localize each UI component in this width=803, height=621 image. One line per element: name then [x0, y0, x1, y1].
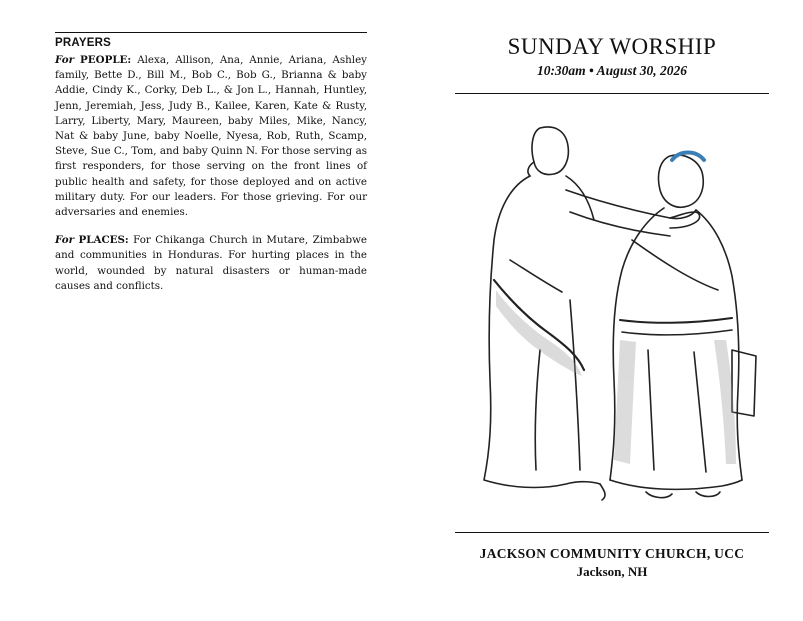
cover-subtitle: 10:30am • August 30, 2026 — [536, 63, 688, 78]
people-lead-for: For — [55, 54, 75, 66]
people-text: Alexa, Allison, Ana, Annie, Ariana, Ashley family, Bette D., Bill M., Bob C., Bob G., Brianna & baby Addie, Cindy K., Corky, Deb L., & Jon L., Hannah, Huntley, Jenn, Jeremiah, Jess, Judy B., Kailee, Karen, Kate & Rusty, Larry, Liberty, Mary, Maureen, baby Miles, Mike, Nancy, Nat & baby June, baby Noelle, Nyesa, Rob, Ruth, Scamp, Steve, Sue C., Tom, and baby Quinn N. For those serving as first responders, for those serving on the front lines of public health and safety, for those deployed and on active military duty. For our leaders. For those grieving. For our adversaries and enemies. — [55, 54, 367, 219]
footer-divider — [455, 532, 769, 533]
places-lead-for: For — [55, 234, 75, 247]
cover-header — [455, 30, 769, 94]
top-divider — [55, 32, 367, 33]
places-text: For Chikanga Church in Mutare, Zimbabwe and communities in Honduras. For hurting places in the world, wounded by natural disasters or human-made causes and conflicts. — [55, 234, 368, 292]
two-robed-figures-illustration — [470, 120, 765, 505]
places-lead-label: PLACES: — [78, 234, 129, 247]
cover-title: SUNDAY WORSHIP — [507, 34, 717, 59]
prayers-people-paragraph — [55, 53, 367, 220]
prayers-heading: PRAYERS — [55, 37, 111, 49]
prayers-places-paragraph — [55, 233, 367, 294]
people-lead-label: PEOPLE: — [80, 54, 132, 66]
header-divider — [455, 93, 769, 94]
prayers-section — [55, 32, 367, 307]
church-footer — [455, 546, 769, 580]
church-location: Jackson, NH — [576, 564, 648, 579]
church-name: JACKSON COMMUNITY CHURCH, UCC — [479, 546, 745, 561]
